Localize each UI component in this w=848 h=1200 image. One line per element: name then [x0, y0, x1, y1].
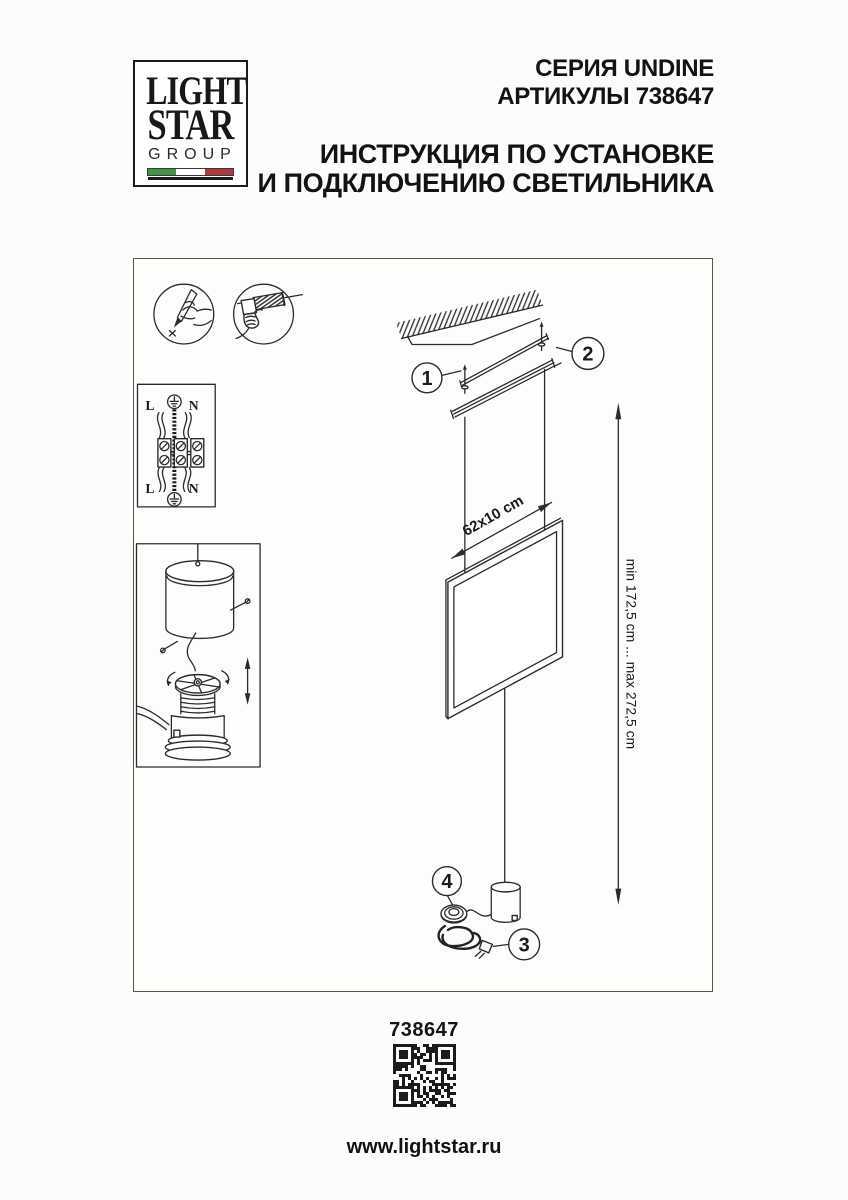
italian-flag-icon	[148, 169, 233, 175]
lightstar-logo	[133, 60, 248, 187]
earth-ground-icon	[168, 493, 182, 507]
mounting-screw	[538, 322, 544, 351]
lamp-shade-cylinder	[166, 561, 234, 639]
flag-white	[176, 169, 204, 175]
threaded-base	[165, 694, 230, 760]
installation-diagram	[134, 259, 712, 991]
callout-3-number: 3	[518, 934, 530, 957]
instruction-title-line1: ИНСТРУКЦИЯ ПО УСТАНОВКЕ	[319, 139, 714, 169]
diagram-frame	[133, 258, 713, 992]
header-title-block	[258, 55, 714, 198]
callout-2-number: 2	[582, 343, 594, 366]
panel-dimension-label: 62x10 cm	[459, 491, 527, 540]
logo-underline	[148, 177, 233, 180]
flag-red	[205, 169, 233, 175]
foot-switch	[441, 905, 467, 923]
instruction-title-line2: И ПОДКЛЮЧЕНИЮ СВЕТИЛЬНИКА	[257, 168, 714, 198]
footer-article-number: 738647	[389, 1019, 459, 1041]
wiring-diagram	[137, 384, 215, 507]
height-adjust-arrow	[245, 657, 251, 704]
mounting-rod	[460, 334, 548, 387]
adjuster-disc	[166, 671, 229, 696]
wire-label-n-bottom: N	[188, 480, 199, 496]
callout-4	[432, 867, 461, 905]
lamp-assembly-diagram	[136, 544, 260, 767]
wire-label-l-bottom: L	[145, 480, 155, 496]
logo-group: GROUP	[148, 146, 237, 163]
base-cable	[137, 706, 168, 729]
callout-3	[493, 929, 539, 960]
logo-light: LIGHT	[146, 68, 248, 113]
earth-ground-icon	[168, 395, 182, 409]
wire-label-l-top: L	[145, 398, 155, 414]
coiled-cord	[439, 926, 481, 949]
drill-icon	[234, 284, 303, 344]
marker-pen-icon	[154, 284, 214, 344]
height-dimension-label: min 172,5 cm ... max 272,5 cm	[623, 558, 640, 750]
logo-star: STAR	[147, 102, 234, 149]
footer-website-url: www.lightstar.ru	[346, 1136, 502, 1158]
series-title: СЕРИЯ UNDINE	[535, 55, 714, 82]
switch-cord	[467, 910, 491, 916]
ceiling	[396, 290, 542, 345]
callout-1-number: 1	[421, 367, 433, 390]
callout-1	[412, 363, 461, 393]
flag-green	[148, 169, 176, 175]
callout-4-number: 4	[441, 871, 453, 894]
article-title: АРТИКУЛЫ 738647	[497, 83, 714, 110]
height-dimension	[615, 403, 639, 905]
terminal-block	[158, 439, 204, 467]
callout-2	[557, 337, 604, 369]
wire-label-n-top: N	[188, 398, 199, 414]
driver-cylinder	[491, 882, 520, 922]
set-screw	[161, 641, 178, 652]
qr-code	[393, 1044, 456, 1107]
